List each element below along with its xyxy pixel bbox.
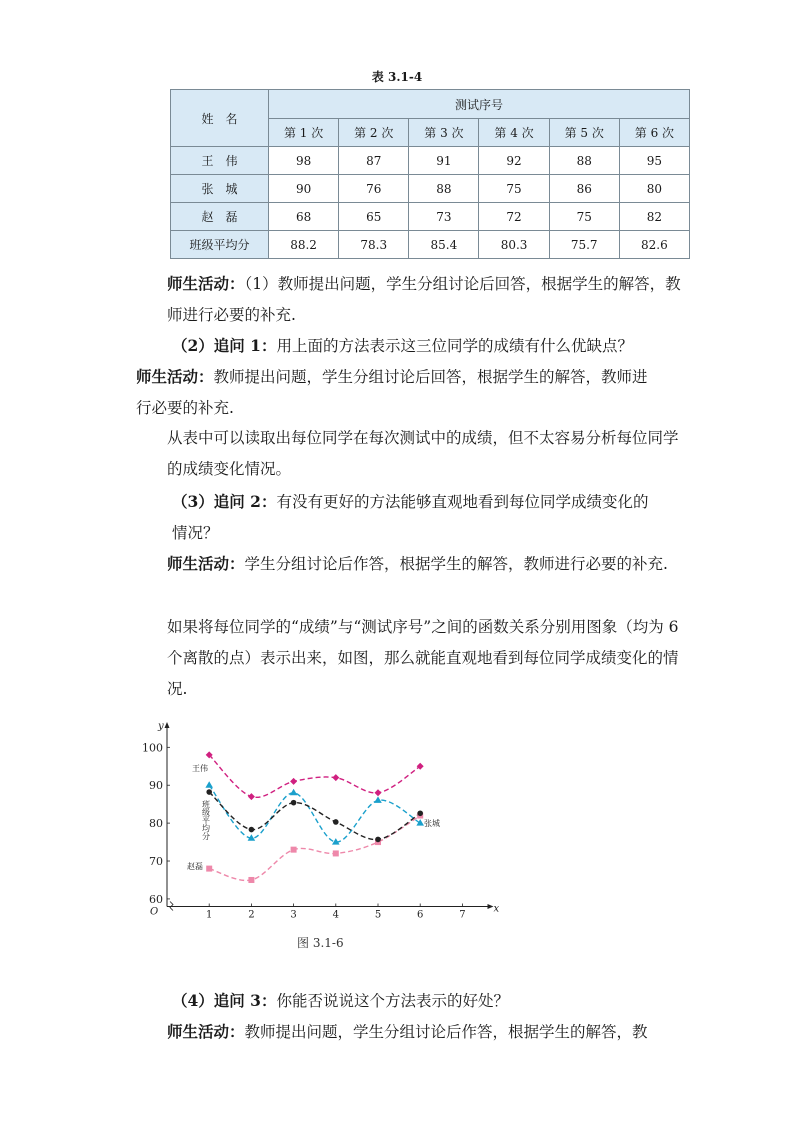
data-point-circle <box>249 827 255 833</box>
wangwei-label: 王伟 <box>192 764 208 773</box>
score-table <box>170 89 690 259</box>
activity-text: （1）教师提出问题，学生分组讨论后回答，根据学生的解答，教师进行必要的补充. <box>167 275 681 324</box>
data-point-circle <box>206 789 212 795</box>
score-chart <box>140 712 500 932</box>
paragraph-question-3 <box>136 486 662 549</box>
zhangcheng-label: 张城 <box>424 819 440 828</box>
activity-label: 师生活动： <box>167 554 245 573</box>
activity-text: 教师提出问题，学生分组讨论后回答，根据学生的解答，教师进行必要的补充. <box>136 368 648 417</box>
score-cell: 86 <box>549 175 619 203</box>
table-row <box>171 203 690 231</box>
table-row <box>171 175 690 203</box>
y-tick-label: 100 <box>142 741 163 755</box>
data-point-diamond <box>290 778 297 785</box>
score-cell: 65 <box>339 203 409 231</box>
y-tick-label: 70 <box>149 855 163 869</box>
paragraph-graph-intro: 如果将每位同学的“成绩”与“测试序号”之间的函数关系分别用图象（均为 6 个离散的点）表示出来，如图，那么就能直观地看到每位同学成绩变化的情况. <box>167 618 679 698</box>
y-tick-label: 60 <box>149 892 163 906</box>
name-header: 姓 名 <box>171 90 269 147</box>
average-label-vertical: 班级平均分 <box>201 800 211 840</box>
x-tick-label: 3 <box>290 909 297 921</box>
question-text: 有没有更好的方法能够直观地看到每位同学成绩变化的情况？ <box>172 493 649 542</box>
data-point-circle <box>417 810 423 816</box>
paragraph-question-4 <box>136 985 698 1017</box>
score-cell: 82 <box>619 203 689 231</box>
test-header: 第 2 次 <box>339 119 409 147</box>
chart-axes <box>142 721 500 921</box>
data-point-triangle <box>374 796 382 803</box>
x-axis-label: x <box>493 903 500 915</box>
test-group-header: 测试序号 <box>269 90 690 119</box>
y-tick-label: 90 <box>149 779 163 793</box>
figure-caption: 图 3.1-6 <box>297 936 344 950</box>
score-cell: 95 <box>619 147 689 175</box>
score-cell: 75 <box>479 175 549 203</box>
table-row <box>171 147 690 175</box>
y-tick-label: 80 <box>149 817 163 831</box>
score-cell: 72 <box>479 203 549 231</box>
table-row <box>171 231 690 259</box>
test-header: 第 1 次 <box>269 119 339 147</box>
data-point-diamond <box>248 793 255 800</box>
table-caption: 表 3.1-4 <box>371 70 423 84</box>
data-point-circle <box>375 837 381 843</box>
test-header: 第 3 次 <box>409 119 479 147</box>
data-point-square <box>206 866 212 872</box>
score-cell: 88 <box>409 175 479 203</box>
score-cell: 90 <box>269 175 339 203</box>
score-cell: 87 <box>339 147 409 175</box>
score-cell: 88 <box>549 147 619 175</box>
score-cell: 78.3 <box>339 231 409 259</box>
series-line-1 <box>209 785 420 842</box>
question-text: 你能否说说这个方法表示的好处？ <box>276 992 509 1010</box>
score-cell: 92 <box>479 147 549 175</box>
score-cell: 80 <box>619 175 689 203</box>
chart-marks <box>205 751 424 883</box>
data-point-circle <box>291 800 297 806</box>
paragraph-activity-1 <box>136 268 693 331</box>
y-axis-arrow <box>165 722 170 728</box>
question-label: （2）追问 1： <box>172 336 277 355</box>
data-point-triangle <box>205 781 213 788</box>
data-point-square <box>333 850 339 856</box>
question-label: （3）追问 2： <box>172 492 277 511</box>
score-cell: 76 <box>339 175 409 203</box>
paragraph-activity-2 <box>136 361 662 424</box>
data-point-circle <box>333 819 339 825</box>
activity-text: 学生分组讨论后作答，根据学生的解答，教师进行必要的补充. <box>244 555 668 573</box>
paragraph-analysis: 从表中可以读取出每位同学在每次测试中的成绩，但不太容易分析每位同学的成绩变化情况。 <box>167 429 679 478</box>
student-name: 赵 磊 <box>171 203 269 231</box>
test-header: 第 6 次 <box>619 119 689 147</box>
x-tick-label: 7 <box>459 909 466 921</box>
score-cell: 80.3 <box>479 231 549 259</box>
test-header: 第 4 次 <box>479 119 549 147</box>
x-tick-label: 6 <box>417 909 424 921</box>
x-tick-label: 5 <box>374 909 382 921</box>
activity-label: 师生活动： <box>136 367 214 386</box>
activity-text: 教师提出问题，学生分组讨论后作答，根据学生的解答，教 <box>244 1023 648 1041</box>
data-point-triangle <box>416 819 424 826</box>
score-cell: 75.7 <box>549 231 619 259</box>
score-cell: 73 <box>409 203 479 231</box>
average-label: 班级平均分 <box>171 231 269 259</box>
chart-curves <box>209 755 420 881</box>
x-tick-label: 2 <box>248 909 255 921</box>
activity-label: 师生活动： <box>167 1022 245 1041</box>
paragraph-activity-4 <box>136 1016 693 1048</box>
question-text: 用上面的方法表示这三位同学的成绩有什么优缺点？ <box>276 337 633 355</box>
origin-label: O <box>150 906 159 918</box>
data-point-diamond <box>375 789 382 796</box>
question-label: （4）追问 3： <box>172 991 277 1010</box>
score-cell: 75 <box>549 203 619 231</box>
data-point-square <box>248 877 254 883</box>
score-cell: 88.2 <box>269 231 339 259</box>
zhaolei-label: 赵磊 <box>187 862 203 871</box>
score-cell: 85.4 <box>409 231 479 259</box>
data-point-triangle <box>290 789 298 796</box>
data-point-square <box>291 847 297 853</box>
student-name: 王 伟 <box>171 147 269 175</box>
score-cell: 98 <box>269 147 339 175</box>
paragraph-question-2 <box>136 330 698 362</box>
paragraph-activity-3 <box>136 548 693 580</box>
student-name: 张 城 <box>171 175 269 203</box>
score-cell: 82.6 <box>619 231 689 259</box>
score-cell: 68 <box>269 203 339 231</box>
series-line-2 <box>209 816 420 881</box>
x-tick-label: 1 <box>206 909 213 921</box>
y-axis-label: y <box>158 721 164 732</box>
data-point-diamond <box>332 774 339 781</box>
series-line-0 <box>209 755 420 797</box>
test-header: 第 5 次 <box>549 119 619 147</box>
x-tick-label: 4 <box>332 909 339 921</box>
activity-label: 师生活动： <box>167 274 245 293</box>
score-cell: 91 <box>409 147 479 175</box>
